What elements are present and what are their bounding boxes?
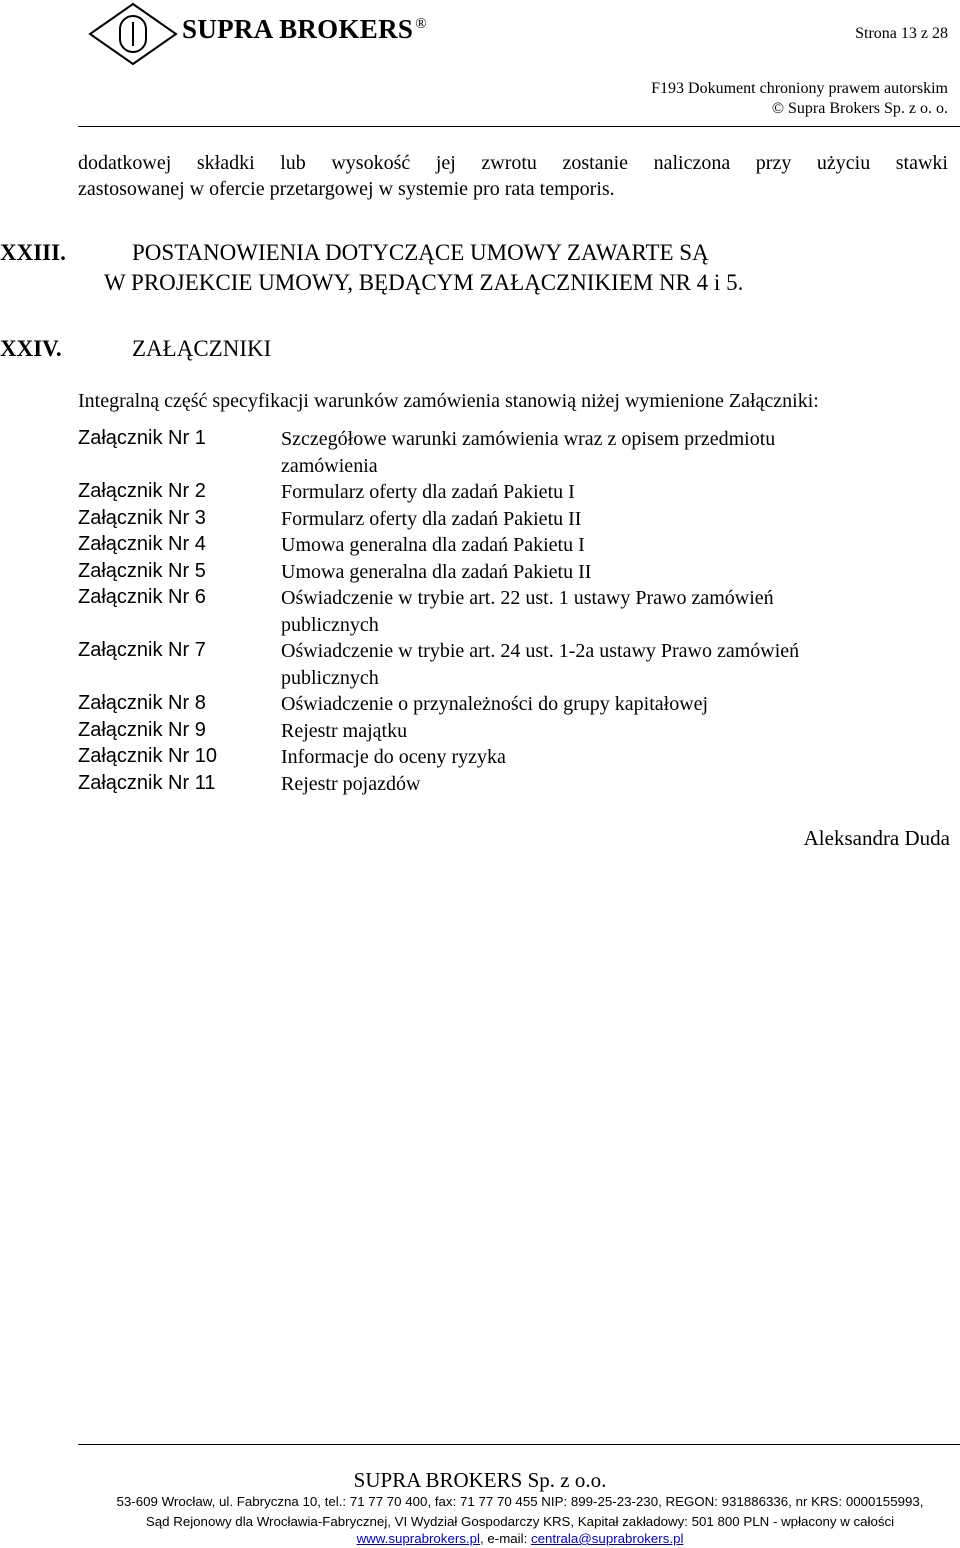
attachment-description: Umowa generalna dla zadań Pakietu I	[281, 534, 585, 556]
attachment-name: Załącznik Nr 8	[78, 692, 206, 714]
attachment-name: Załącznik Nr 2	[78, 480, 206, 502]
attachment-description: Informacje do oceny ryzyka	[281, 746, 506, 768]
footer-address-line: 53-609 Wrocław, ul. Fabryczna 10, tel.: 71 77 70 400, fax: 71 77 70 455 NIP: 899-25-23-230, REGON: 931886336, nr KRS: 0000155993,	[116, 1494, 924, 1509]
registered-mark: ®	[415, 16, 427, 32]
attachment-description: Oświadczenie o przynależności do grupy kapitałowej	[281, 693, 709, 715]
copyright-notice: © Supra Brokers Sp. z o. o.	[771, 100, 948, 117]
intro-line-2: zastosowanej w ofercie przetargowej w systemie pro rata temporis.	[78, 178, 615, 200]
header-divider	[78, 126, 960, 127]
attachment-name: Załącznik Nr 3	[78, 507, 206, 529]
document-code: F193 Dokument chroniony prawem autorskim	[651, 80, 948, 97]
attachment-name: Załącznik Nr 1	[78, 427, 206, 449]
intro-paragraph	[78, 150, 948, 202]
section-23-title-line-1: POSTANOWIENIA DOTYCZĄCE UMOWY ZAWARTE SĄ	[132, 240, 709, 265]
attachment-description: Szczegółowe warunki zamówienia wraz z opisem przedmiotu zamówienia	[281, 428, 776, 477]
footer-company-name: SUPRA BROKERS Sp. z o.o.	[353, 1468, 607, 1492]
section-23-title-line-2: W PROJEKCIE UMOWY, BĘDĄCYM ZAŁĄCZNIKIEM NR 4 i 5.	[104, 270, 744, 295]
footer-contact-line	[0, 1531, 960, 1546]
attachment-description: Formularz oferty dla zadań Pakietu I	[281, 481, 575, 503]
attachment-description: Oświadczenie w trybie art. 24 ust. 1-2a ustawy Prawo zamówień publicznych	[281, 640, 800, 689]
attachment-name: Załącznik Nr 7	[78, 639, 206, 661]
website-link[interactable]: www.suprabrokers.pl	[356, 1531, 480, 1546]
attachment-description: Umowa generalna dla zadań Pakietu II	[281, 561, 592, 583]
brand-name: SUPRA BROKERS ®	[182, 14, 427, 44]
section-24-number: XXIV.	[0, 336, 62, 361]
email-link[interactable]: centrala@suprabrokers.pl	[530, 1531, 684, 1546]
email-prefix: , e-mail:	[479, 1531, 531, 1546]
attachments-lead-sentence: Integralną część specyfikacji warunków zamówienia stanowią niżej wymienione Załączniki:	[78, 390, 819, 412]
attachment-name: Załącznik Nr 5	[78, 560, 206, 582]
section-23-number: XXIII.	[0, 240, 66, 265]
attachment-name: Załącznik Nr 9	[78, 719, 206, 741]
intro-line-1: dodatkowej składki lub wysokość jej zwrotu zostanie naliczona przy użyciu stawki	[78, 152, 948, 174]
page-number: Strona 13 z 28	[855, 25, 948, 42]
attachment-description: Rejestr pojazdów	[281, 773, 421, 795]
footer-divider	[78, 1444, 960, 1445]
signature: Aleksandra Duda	[803, 826, 950, 850]
attachment-description: Rejestr majątku	[281, 720, 408, 742]
footer-registry-line: Sąd Rejonowy dla Wrocławia-Fabrycznej, VI Wydział Gospodarczy KRS, Kapitał zakładowy: 501 800 PLN - wpłacony w całości	[145, 1514, 895, 1529]
attachment-description: Oświadczenie w trybie art. 22 ust. 1 ustawy Prawo zamówień publicznych	[281, 587, 774, 636]
attachment-name: Załącznik Nr 4	[78, 533, 206, 555]
attachment-name: Załącznik Nr 10	[78, 745, 217, 767]
attachment-description: Formularz oferty dla zadań Pakietu II	[281, 508, 582, 530]
attachment-name: Załącznik Nr 6	[78, 586, 206, 608]
attachment-name: Załącznik Nr 11	[78, 772, 216, 794]
diamond-logo-icon	[88, 2, 178, 66]
section-24-title: ZAŁĄCZNIKI	[132, 336, 272, 361]
